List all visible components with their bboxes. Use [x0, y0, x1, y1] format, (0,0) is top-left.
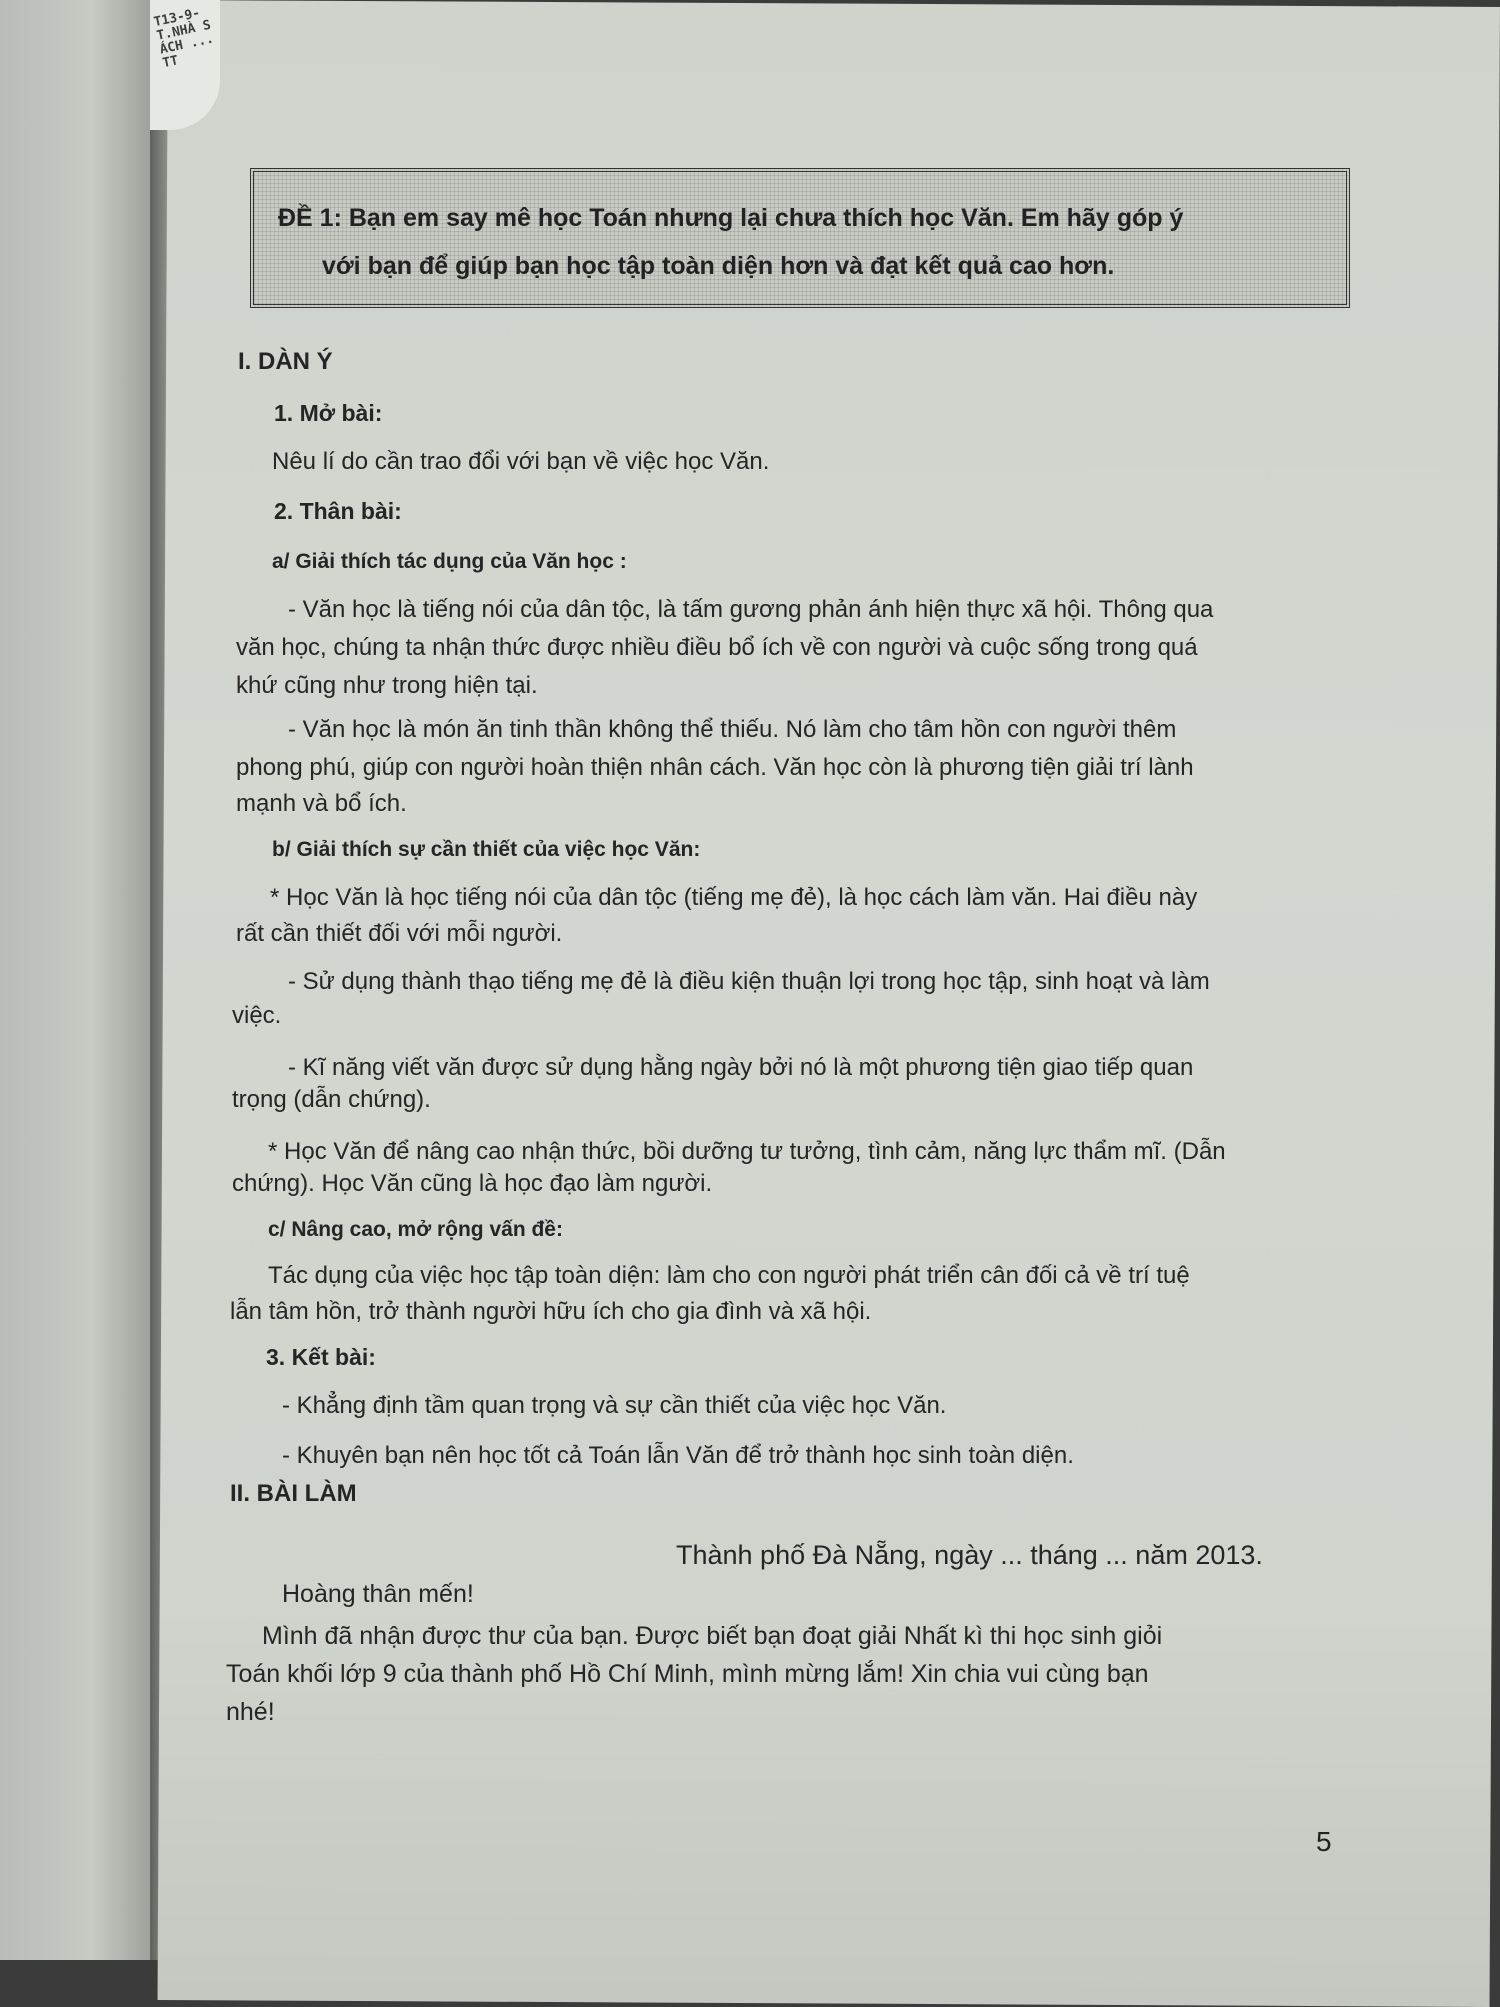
- intro-text: Nêu lí do cần trao đổi với bạn về việc học Văn.: [272, 448, 770, 475]
- essay-para1-line2: Toán khối lớp 9 của thành phố Hồ Chí Minh, mình mừng lắm! Xin chia vui cùng bạn: [226, 1660, 1149, 1688]
- essay-para1-line3: nhé!: [226, 1698, 275, 1726]
- b-para3-line1: - Kĩ năng viết văn được sử dụng hằng ngày bởi nó là một phương tiện giao tiếp quan: [288, 1054, 1194, 1081]
- c-para1-line2: lẫn tâm hồn, trở thành người hữu ích cho gia đình và xã hội.: [230, 1298, 872, 1325]
- a-para1-line1: - Văn học là tiếng nói của dân tộc, là tấm gương phản ánh hiện thực xã hội. Thông qua: [288, 596, 1214, 623]
- b-para3-line2: trọng (dẫn chứng).: [232, 1086, 431, 1113]
- essay-greeting: Hoàng thân mến!: [282, 1580, 474, 1608]
- b-para2-line1: - Sử dụng thành thạo tiếng mẹ đẻ là điều kiện thuận lợi trong học tập, sinh hoạt và làm: [288, 968, 1210, 995]
- b-para1-line2: rất cần thiết đối với mỗi người.: [236, 920, 563, 947]
- b-para2-line2: việc.: [232, 1002, 282, 1029]
- b-para4-line2: chứng). Học Văn cũng là học đạo làm người.: [232, 1170, 713, 1197]
- page-number: 5: [1316, 1826, 1332, 1857]
- essay-heading: II. BÀI LÀM: [230, 1480, 357, 1507]
- title-line-2: với bạn để giúp bạn học tập toàn diện hơn và đạt kết quả cao hơn.: [322, 252, 1115, 280]
- section-a-heading: a/ Giải thích tác dụng của Văn học :: [272, 550, 627, 573]
- intro-heading: 1. Mở bài:: [274, 400, 383, 426]
- section-c-heading: c/ Nâng cao, mở rộng vấn đề:: [268, 1218, 563, 1241]
- b-para4-line1: * Học Văn để nâng cao nhận thức, bồi dưỡng tư tưởng, tình cảm, năng lực thẩm mĩ. (Dẫn: [268, 1138, 1226, 1165]
- sticker-text: T13-9-T.NHÀ SÁCH ...TT: [152, 5, 216, 72]
- conclusion-heading: 3. Kết bài:: [266, 1344, 376, 1370]
- c-para1-line1: Tác dụng của việc học tập toàn diện: làm cho con người phát triển cân đối cả về trí tuệ: [268, 1262, 1190, 1289]
- a-para2-line1: - Văn học là món ăn tinh thần không thể thiếu. Nó làm cho tâm hồn con người thêm: [288, 716, 1177, 743]
- title-line-1: ĐỀ 1: Bạn em say mê học Toán nhưng lại chưa thích học Văn. Em hãy góp ý: [278, 204, 1184, 232]
- essay-dateline: Thành phố Đà Nẵng, ngày ... tháng ... năm 2013.: [676, 1540, 1263, 1570]
- essay-para1-line1: Mình đã nhận được thư của bạn. Được biết bạn đoạt giải Nhất kì thi học sinh giỏi: [262, 1622, 1163, 1650]
- outline-heading: I. DÀN Ý: [238, 348, 333, 375]
- section-b-heading: b/ Giải thích sự cần thiết của việc học Văn:: [272, 838, 701, 861]
- a-para1-line2: văn học, chúng ta nhận thức được nhiều điều bổ ích về con người và cuộc sống trong quá: [236, 634, 1198, 661]
- body-heading: 2. Thân bài:: [274, 498, 402, 524]
- conclusion-line1: - Khẳng định tầm quan trọng và sự cần thiết của việc học Văn.: [282, 1392, 947, 1419]
- a-para2-line3: mạnh và bổ ích.: [236, 790, 407, 817]
- a-para1-line3: khứ cũng như trong hiện tại.: [236, 672, 538, 699]
- b-para1-line1: * Học Văn là học tiếng nói của dân tộc (tiếng mẹ đẻ), là học cách làm văn. Hai điều này: [270, 884, 1198, 911]
- conclusion-line2: - Khuyên bạn nên học tốt cả Toán lẫn Văn để trở thành học sinh toàn diện.: [282, 1442, 1074, 1469]
- a-para2-line2: phong phú, giúp con người hoàn thiện nhân cách. Văn học còn là phương tiện giải trí lành: [236, 754, 1194, 781]
